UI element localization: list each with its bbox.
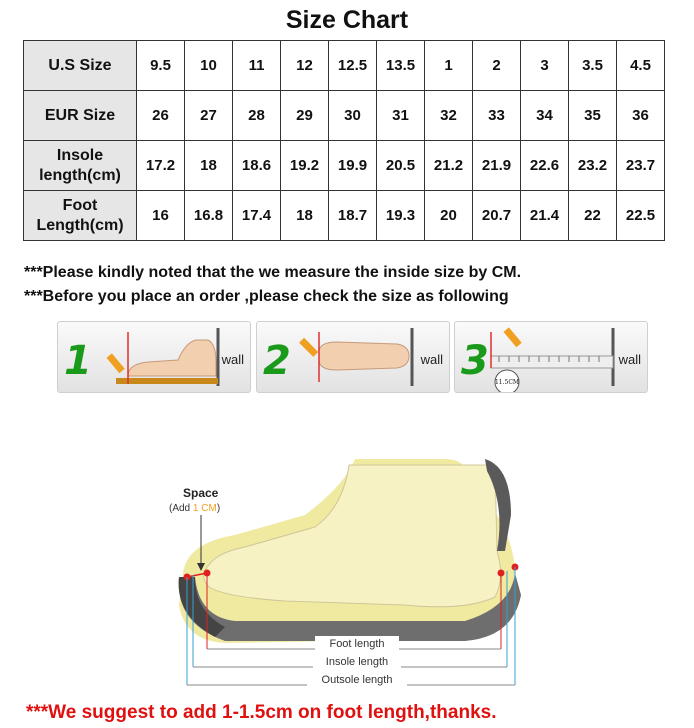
row-header: U.S Size [24,41,137,91]
step-1-panel [57,321,251,393]
wall-label: wall [618,352,641,367]
table-cell: 18 [281,191,329,241]
insole-length-label: Insole length [325,656,389,668]
table-cell: 18 [185,141,233,191]
step-number: 3 [461,338,489,384]
table-cell: 20 [425,191,473,241]
table-row [24,91,665,141]
table-cell: 17.4 [233,191,281,241]
add-space-note: (Add 1 CM) [169,503,221,514]
wall-label: wall [221,352,244,367]
table-cell: 36 [617,91,665,141]
row-header: Insole length(cm) [24,141,137,191]
note-line-1: ***Please kindly noted that the we measure the inside size by CM. [24,264,522,281]
table-cell: 31 [377,91,425,141]
size-badge-text: 11.5CM [494,379,520,386]
table-cell: 13.5 [377,41,425,91]
table-cell: 2 [473,41,521,91]
table-cell: 34 [521,91,569,141]
table-cell: 12 [281,41,329,91]
table-cell: 19.9 [329,141,377,191]
table-cell: 21.9 [473,141,521,191]
table-cell: 23.7 [617,141,665,191]
row-header: Foot Length(cm) [24,191,137,241]
step-number: 2 [263,338,291,384]
table-cell: 11 [233,41,281,91]
table-cell: 18.6 [233,141,281,191]
table-cell: 21.2 [425,141,473,191]
table-cell: 29 [281,91,329,141]
table-cell: 23.2 [569,141,617,191]
table-cell: 10 [185,41,233,91]
table-cell: 9.5 [137,41,185,91]
table-cell: 16.8 [185,191,233,241]
step-2-panel [256,321,450,393]
table-cell: 3 [521,41,569,91]
table-cell: 26 [137,91,185,141]
table-cell: 22 [569,191,617,241]
table-cell: 32 [425,91,473,141]
outsole-length-label: Outsole length [321,674,393,686]
table-cell: 19.3 [377,191,425,241]
table-row [24,191,665,241]
table-cell: 3.5 [569,41,617,91]
foot-length-label: Foot length [329,638,385,650]
table-cell: 19.2 [281,141,329,191]
table-row [24,141,665,191]
table-cell: 33 [473,91,521,141]
space-label: Space [183,486,219,500]
suggestion-note: ***We suggest to add 1-1.5cm on foot length,thanks. [26,702,497,723]
note-line-2: ***Before you place an order ,please check the size as following [24,288,509,305]
table-cell: 20.7 [473,191,521,241]
table-cell: 30 [329,91,377,141]
table-cell: 17.2 [137,141,185,191]
table-cell: 1 [425,41,473,91]
table-cell: 27 [185,91,233,141]
table-cell: 28 [233,91,281,141]
shoe-measurement-diagram [165,455,535,695]
step-number: 1 [64,338,92,384]
table-cell: 4.5 [617,41,665,91]
table-cell: 35 [569,91,617,141]
table-cell: 22.6 [521,141,569,191]
wall-label: wall [420,352,443,367]
table-cell: 20.5 [377,141,425,191]
table-cell: 18.7 [329,191,377,241]
table-cell: 21.4 [521,191,569,241]
table-row [24,41,665,91]
table-cell: 12.5 [329,41,377,91]
row-header: EUR Size [24,91,137,141]
step-3-panel [454,321,648,393]
size-chart-table [23,40,665,241]
page-title: Size Chart [285,6,409,34]
table-cell: 16 [137,191,185,241]
table-cell: 22.5 [617,191,665,241]
